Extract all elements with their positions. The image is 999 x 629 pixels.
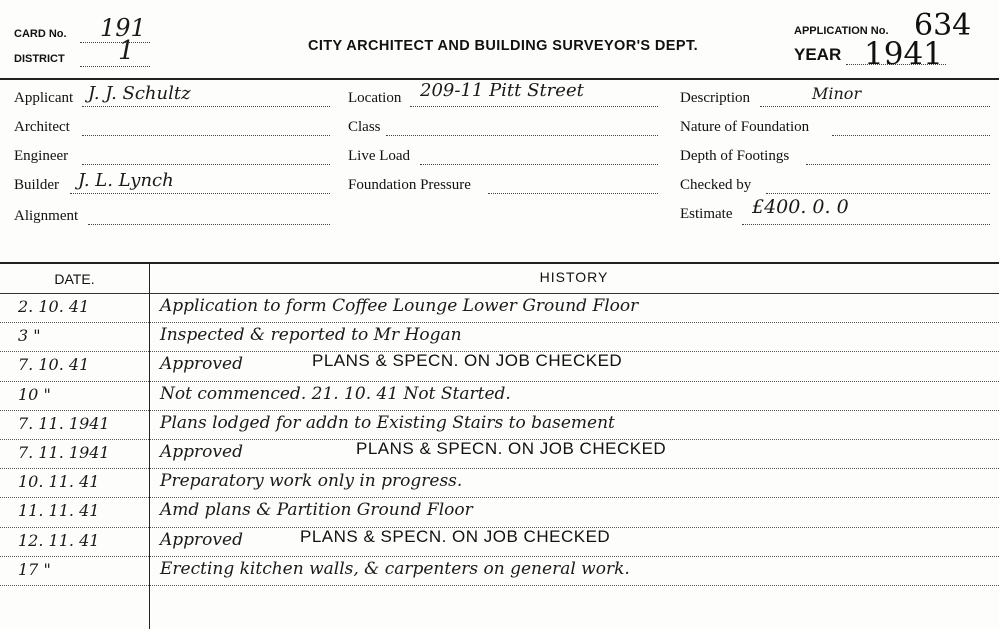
checked-by-line (766, 193, 990, 194)
nature-of-foundation-line (832, 135, 990, 136)
history-row-rule (0, 585, 999, 586)
history-date: 7. 10. 41 (18, 355, 90, 375)
foundation-pressure-label: Foundation Pressure (348, 177, 471, 193)
engineer-line (82, 164, 330, 165)
history-date: 17 " (18, 559, 51, 579)
district-number: 1 (118, 36, 135, 66)
alignment-line (88, 224, 330, 225)
location-line (410, 106, 658, 107)
alignment-label: Alignment (14, 208, 79, 224)
estimate-label: Estimate (680, 206, 733, 222)
card-number: 191 (100, 14, 146, 42)
history-entry: Approved (160, 529, 243, 550)
history-entry: Application to form Coffee Lounge Lower Ground Floor (160, 296, 639, 316)
nature-of-foundation-label: Nature of Foundation (680, 119, 810, 135)
history-entry: Amd plans & Partition Ground Floor (160, 500, 473, 521)
checked-stamp: PLANS & SPECN. ON JOB CHECKED (312, 351, 623, 371)
history-entry: Preparatory work only in progress. (160, 471, 463, 492)
history-entry: Not commenced. 21. 10. 41 Not Started. (160, 383, 511, 404)
application-number: 634 (914, 8, 972, 43)
estimate-line (742, 224, 990, 225)
date-column-header: DATE. (54, 271, 95, 287)
class-label: Class (348, 119, 381, 135)
history-date: 2. 10. 41 (18, 297, 90, 316)
history-row-rule (0, 410, 999, 411)
engineer-label: Engineer (14, 148, 69, 164)
location-value: 209-11 Pitt Street (420, 80, 584, 101)
district-line (80, 66, 150, 67)
history-row-rule (0, 556, 999, 557)
history-date: 10. 11. 41 (18, 472, 100, 492)
history-row-rule (0, 468, 999, 469)
date-column-divider (149, 262, 150, 629)
history-entry: Inspected & reported to Mr Hogan (160, 325, 462, 346)
year-value: 1941 (864, 36, 943, 72)
checked-stamp: PLANS & SPECN. ON JOB CHECKED (300, 526, 611, 546)
description-value: Minor (812, 84, 862, 103)
depth-of-footings-line (806, 164, 990, 165)
history-entry: Plans lodged for addn to Existing Stairs to basement (160, 412, 615, 433)
estimate-value: £400. 0. 0 (752, 196, 849, 218)
class-line (386, 135, 658, 136)
history-row-rule (0, 322, 999, 323)
architect-label: Architect (14, 119, 70, 135)
history-row-rule (0, 497, 999, 498)
builder-line (70, 193, 330, 194)
applicant-label: Applicant (14, 90, 74, 106)
depth-of-footings-label: Depth of Footings (680, 148, 790, 164)
history-row-rule (0, 381, 999, 382)
department-title: CITY ARCHITECT AND BUILDING SURVEYOR'S DEPT. (308, 38, 699, 54)
foundation-pressure-line (488, 193, 658, 194)
location-label: Location (348, 90, 402, 106)
district-label: DISTRICT (14, 53, 65, 65)
history-date: 11. 11. 41 (18, 501, 100, 521)
history-date: 3 " (18, 326, 41, 346)
card-label: CARD No. (14, 28, 67, 40)
application-label: APPLICATION No. (794, 25, 889, 37)
history-date: 7. 11. 1941 (18, 413, 110, 433)
year-label: YEAR (794, 45, 842, 64)
checked-stamp: PLANS & SPECN. ON JOB CHECKED (356, 439, 667, 458)
history-entry: Erecting kitchen walls, & carpenters on general work. (160, 558, 630, 579)
history-entry: Approved (160, 442, 243, 462)
checked-by-label: Checked by (680, 177, 752, 193)
card-number-line (80, 42, 150, 43)
applicant-line (82, 106, 330, 107)
history-header-rule (0, 293, 999, 294)
history-date: 12. 11. 41 (18, 530, 100, 550)
history-date: 7. 11. 1941 (18, 443, 110, 462)
architect-line (82, 135, 330, 136)
description-label: Description (680, 90, 750, 106)
live-load-line (420, 164, 658, 165)
history-entry: Approved (160, 354, 243, 375)
history-column-header: HISTORY (539, 269, 609, 285)
live-load-label: Live Load (348, 148, 411, 164)
description-line (760, 106, 990, 107)
applicant-value: J. J. Schultz (88, 83, 191, 104)
builder-value: J. L. Lynch (78, 170, 174, 191)
history-date: 10 " (18, 384, 51, 404)
builder-label: Builder (14, 177, 59, 193)
